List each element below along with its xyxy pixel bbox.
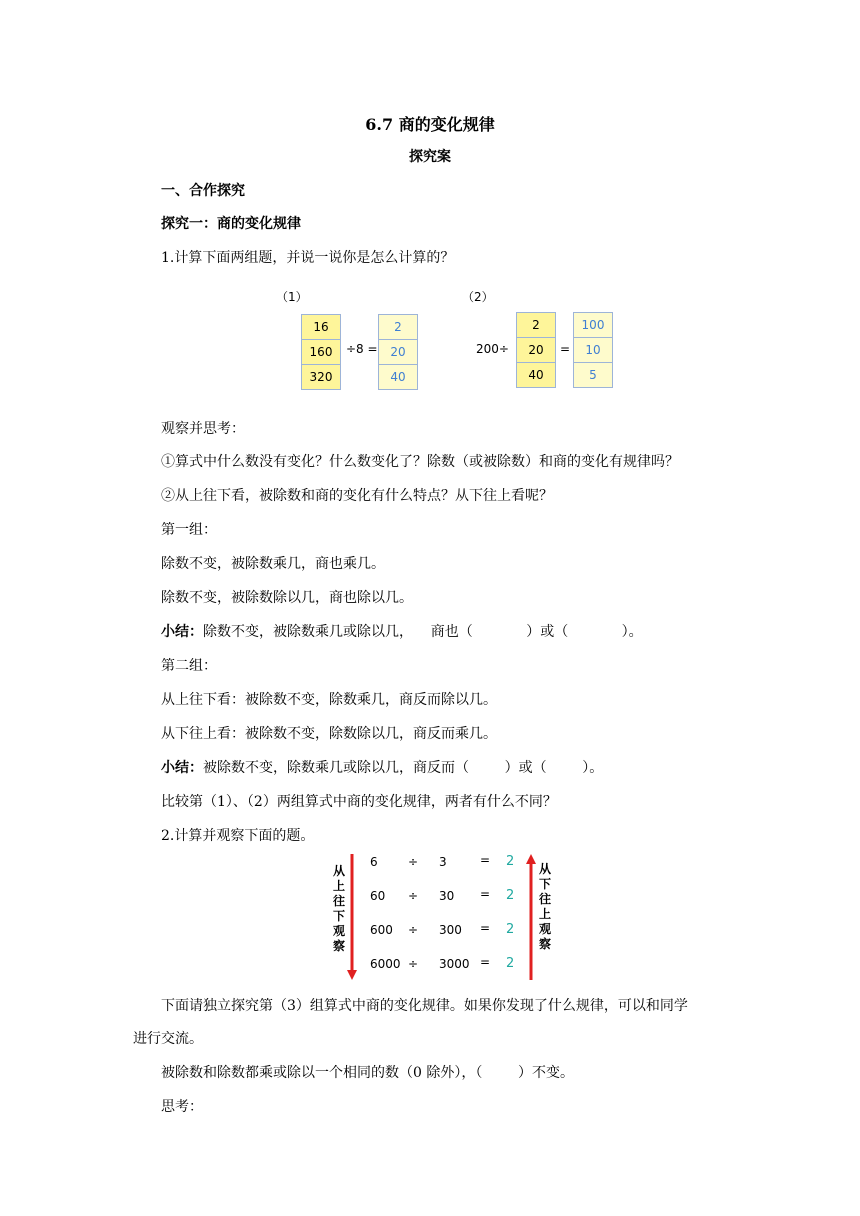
row-4-dividend: 6000 bbox=[370, 957, 401, 971]
row-2-divisor: 30 bbox=[439, 889, 455, 903]
paragraph-1-line-1: 下面请独立探究第（3）组算式中商的变化规律。如果你发现了什么规律，可以和同学 bbox=[161, 998, 688, 1014]
divisor-cell: 20 bbox=[517, 338, 555, 363]
200-divide-operator: 200÷ bbox=[476, 342, 509, 356]
paragraph-2: 被除数和除数都乘或除以一个相同的数（0 除外），（ ）不变。 bbox=[161, 1065, 574, 1081]
quotient-cell: 5 bbox=[574, 363, 612, 387]
divisor-cell: 2 bbox=[517, 313, 555, 338]
group-1-line-1: 除数不变，被除数乘几，商也乘几。 bbox=[161, 556, 385, 572]
down-arrow-icon bbox=[346, 852, 358, 982]
row-1-equals: = bbox=[480, 853, 491, 867]
observe-heading: 观察并思考： bbox=[161, 421, 245, 437]
top-down-label: 从上往下观察 bbox=[332, 864, 345, 953]
row-3-divide: ÷ bbox=[408, 923, 419, 937]
explore-heading: 探究一：商的变化规律 bbox=[161, 216, 301, 232]
paragraph-1-line-2: 进行交流。 bbox=[133, 1031, 203, 1047]
divisor-cell: 40 bbox=[517, 363, 555, 387]
dividend-cell: 320 bbox=[302, 365, 340, 389]
divisor-stack bbox=[516, 312, 556, 388]
dividend-cell: 16 bbox=[302, 315, 340, 340]
figure-1 bbox=[260, 286, 620, 396]
group-1-line-2: 除数不变，被除数除以几，商也除以几。 bbox=[161, 590, 413, 606]
row-2-divide: ÷ bbox=[408, 889, 419, 903]
summary-2-text: 被除数不变，除数乘几或除以几，商反而（ ）或（ ）。 bbox=[203, 760, 604, 776]
group-2-line-1: 从上往下看：被除数不变，除数乘几，商反而除以几。 bbox=[161, 692, 497, 708]
row-2-dividend: 60 bbox=[370, 889, 386, 903]
think-2: ②从上往下看，被除数和商的变化有什么特点？从下往上看呢？ bbox=[161, 488, 553, 504]
think-1: ①算式中什么数没有变化？什么数变化了？除数（或被除数）和商的变化有规律吗？ bbox=[161, 454, 679, 470]
row-3-answer: 2 bbox=[506, 922, 515, 937]
row-4-divide: ÷ bbox=[408, 957, 419, 971]
quotient-cell: 10 bbox=[574, 338, 612, 363]
think-label: 思考： bbox=[161, 1099, 203, 1115]
summary-label: 小结： bbox=[161, 760, 203, 776]
figure-1-label-1: （1） bbox=[276, 290, 308, 304]
summary-2 bbox=[161, 757, 603, 777]
row-1-answer: 2 bbox=[506, 854, 515, 869]
quotient-cell: 20 bbox=[379, 340, 417, 365]
group-2-line-2: 从下往上看：被除数不变，除数除以几，商反而乘几。 bbox=[161, 726, 497, 742]
row-1-divide: ÷ bbox=[408, 855, 419, 869]
summary-1 bbox=[161, 621, 643, 641]
quotient-stack-1 bbox=[378, 314, 418, 390]
dividend-stack bbox=[301, 314, 341, 390]
row-4-divisor: 3000 bbox=[439, 957, 470, 971]
figure-1-label-2: （2） bbox=[462, 290, 494, 304]
row-1-dividend: 6 bbox=[370, 855, 378, 869]
quotient-cell: 40 bbox=[379, 365, 417, 389]
summary-label: 小结： bbox=[161, 624, 203, 640]
question-2: 2.计算并观察下面的题。 bbox=[161, 828, 315, 844]
page-subtitle: 探究案 bbox=[409, 149, 451, 165]
summary-1-text: 除数不变，被除数乘几或除以几， 商也（ ）或（ ）。 bbox=[203, 624, 643, 640]
row-4-answer: 2 bbox=[506, 956, 515, 971]
question-1: 1.计算下面两组题，并说一说你是怎么计算的？ bbox=[161, 250, 455, 266]
section-heading: 一、合作探究 bbox=[161, 183, 245, 199]
divide-by-8-operator: ÷8 = bbox=[346, 342, 378, 356]
group-2-title: 第二组： bbox=[161, 658, 217, 674]
quotient-cell: 100 bbox=[574, 313, 612, 338]
page-title: 6.7 商的变化规律 bbox=[365, 115, 495, 134]
row-2-equals: = bbox=[480, 887, 491, 901]
row-3-equals: = bbox=[480, 921, 491, 935]
equals-sign: = bbox=[560, 342, 571, 356]
row-3-dividend: 600 bbox=[370, 923, 393, 937]
row-1-divisor: 3 bbox=[439, 855, 447, 869]
row-4-equals: = bbox=[480, 955, 491, 969]
figure-2 bbox=[326, 852, 562, 982]
bottom-up-label: 从下往上观察 bbox=[538, 862, 551, 951]
quotient-stack-2 bbox=[573, 312, 613, 388]
up-arrow-icon bbox=[525, 852, 537, 982]
quotient-cell: 2 bbox=[379, 315, 417, 340]
row-2-answer: 2 bbox=[506, 888, 515, 903]
compare-question: 比较第（1）、（2）两组算式中商的变化规律，两者有什么不同？ bbox=[161, 794, 557, 810]
row-3-divisor: 300 bbox=[439, 923, 462, 937]
dividend-cell: 160 bbox=[302, 340, 340, 365]
group-1-title: 第一组： bbox=[161, 522, 217, 538]
